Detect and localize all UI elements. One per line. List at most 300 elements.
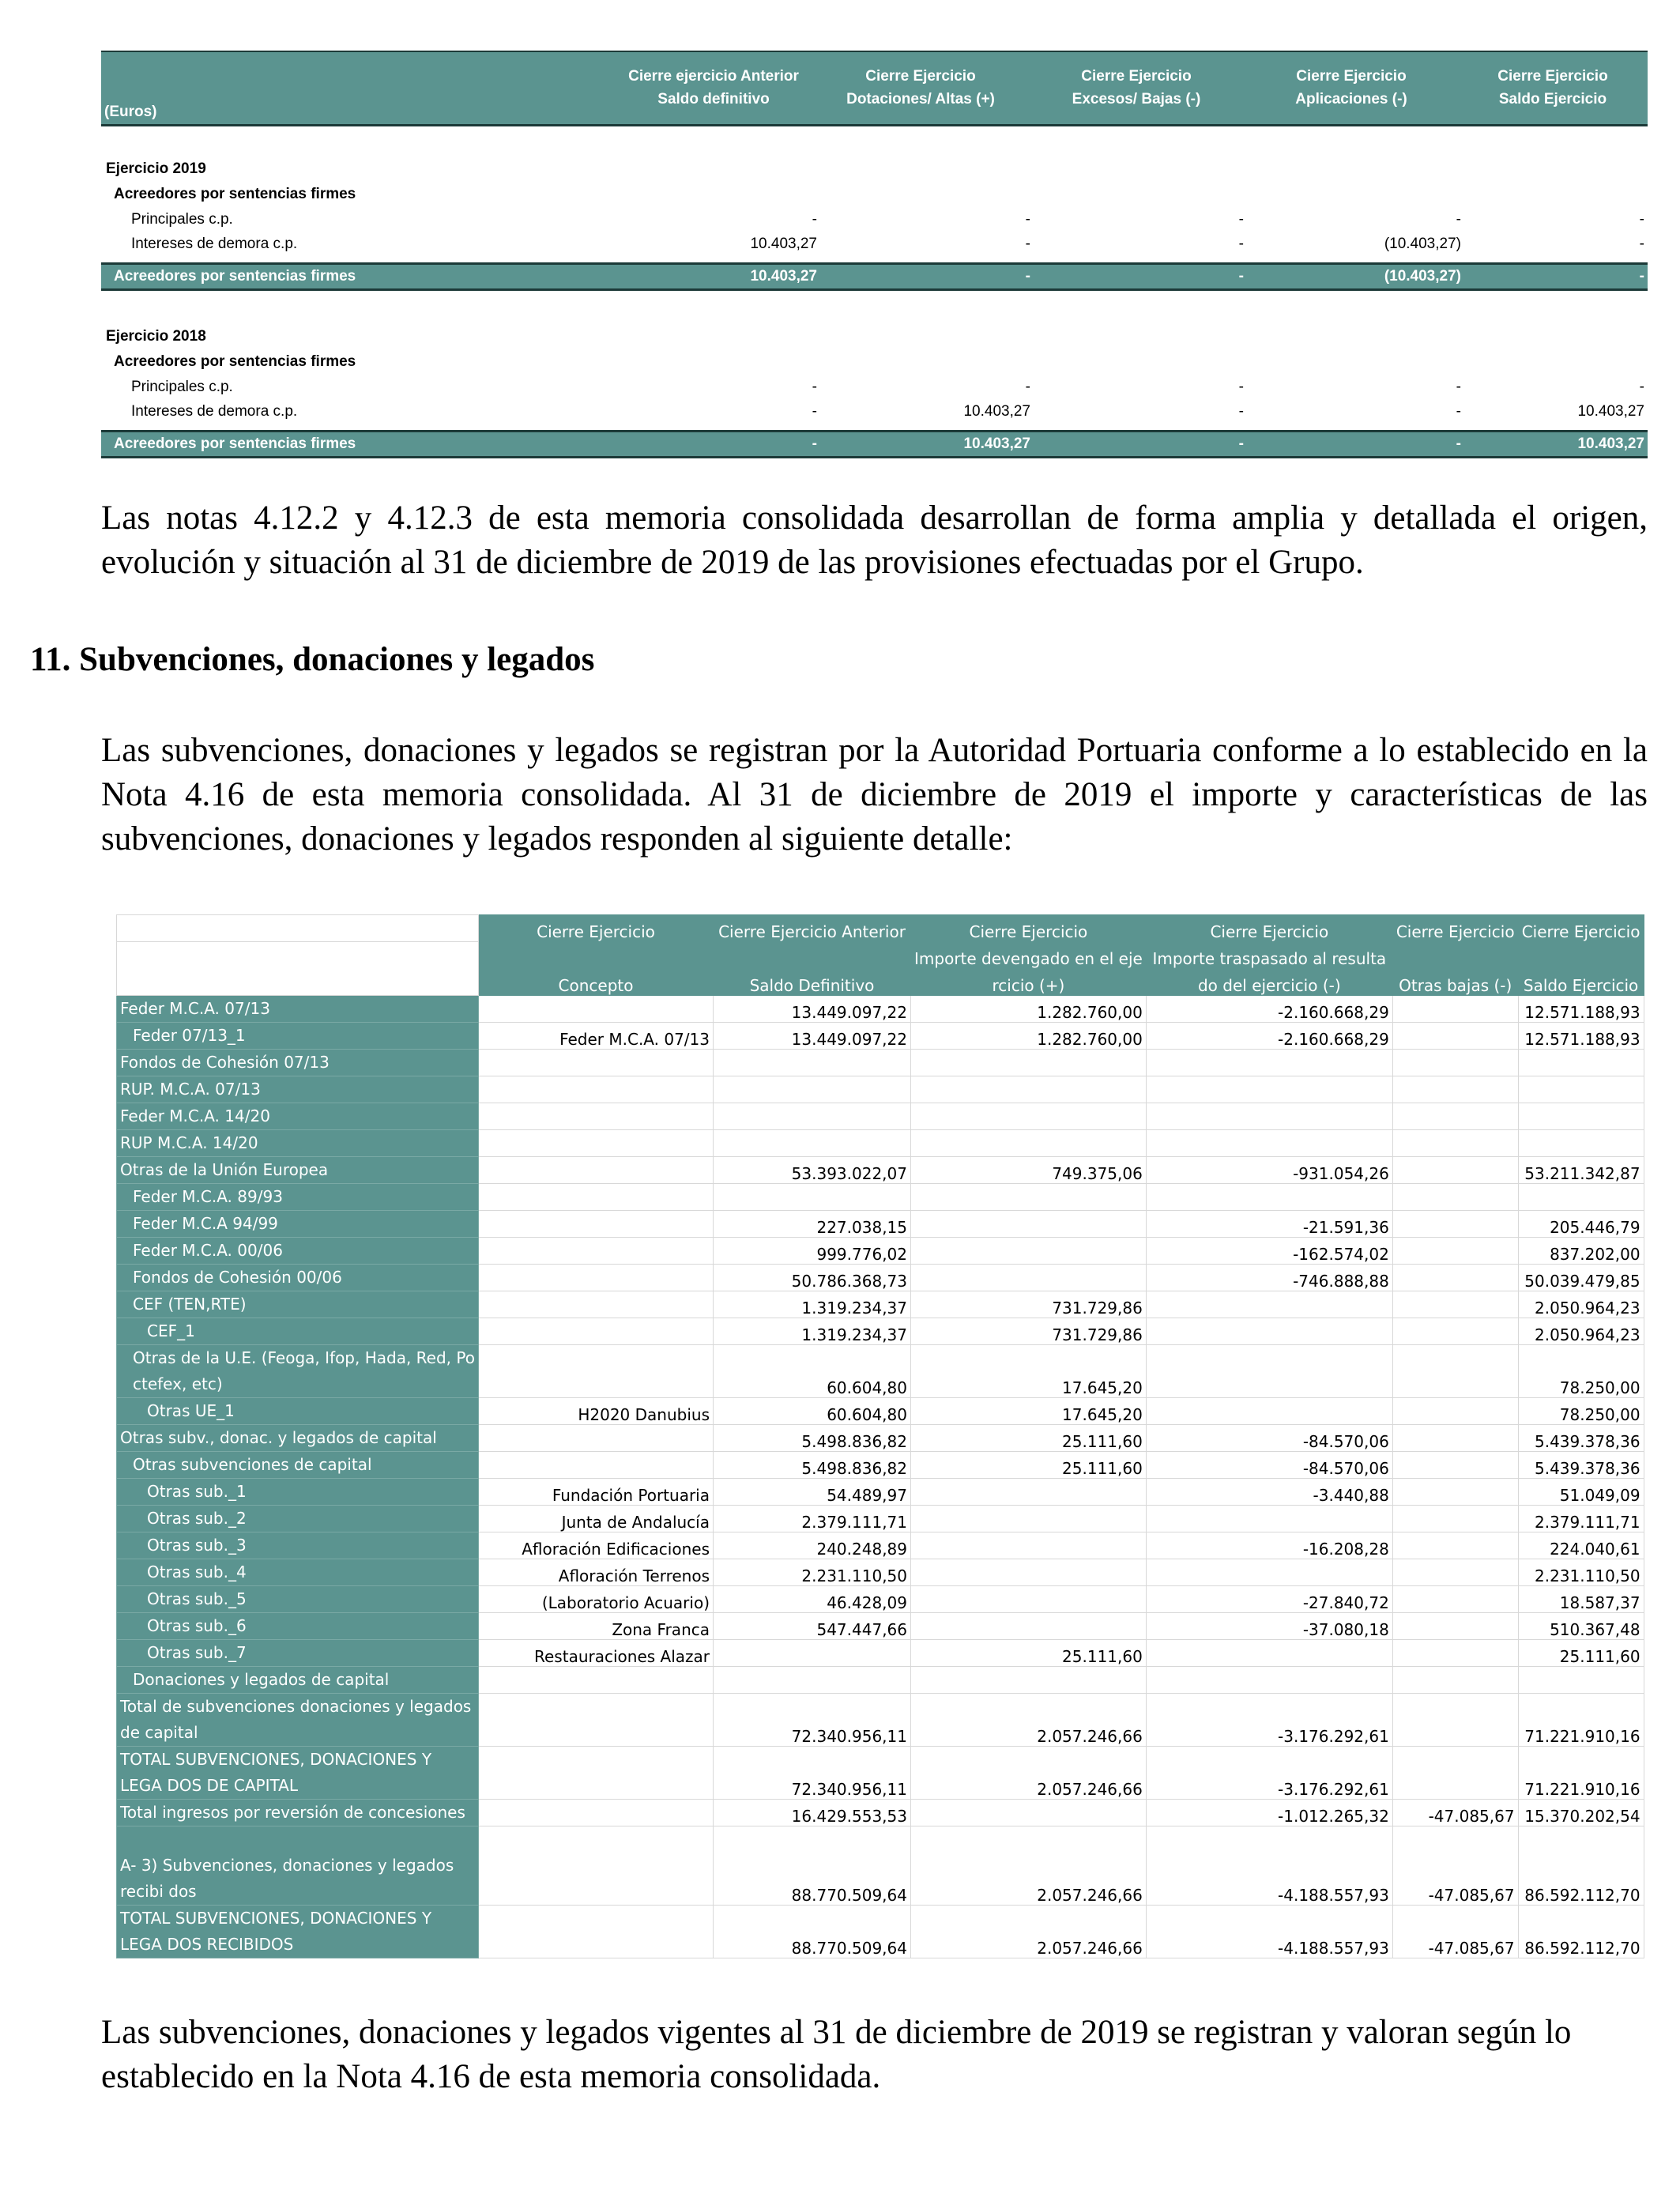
value-cell: -84.570,06 [1146,1452,1392,1479]
table-row [117,1506,1644,1532]
value-cell [714,1184,911,1211]
value-cell [911,1559,1147,1586]
cell-value: - [1238,211,1244,228]
value-cell: 12.571.188,93 [1518,1023,1644,1050]
table-row [101,399,1648,424]
value-cell [1146,1667,1392,1694]
value-cell: 54.489,97 [714,1479,911,1506]
th-concepto-1: Cierre Ejercicio [479,915,714,942]
row-label: Otras sub._7 [117,1640,479,1667]
cell-value: 10.403,27 [750,268,817,285]
concepto-cell [479,1452,714,1479]
row-label: Intereses de demora c.p. [131,403,298,420]
value-cell [1146,1398,1392,1425]
cell-value: 10.403,27 [1577,403,1644,420]
value-cell: -931.054,26 [1146,1157,1392,1184]
value-cell [714,1640,911,1667]
value-cell [1392,1076,1518,1103]
value-cell: -84.570,06 [1146,1425,1392,1452]
cell-value: - [1639,211,1644,228]
table-row [117,1023,1644,1050]
value-cell: 15.370.202,54 [1518,1800,1644,1826]
cell-value: - [1238,268,1244,285]
value-cell: 53.393.022,07 [714,1157,911,1184]
total-row [101,262,1648,291]
th-saldo-ej-1: Cierre Ejercicio [1518,915,1644,942]
value-cell [1518,1184,1644,1211]
value-cell: 1.319.234,37 [714,1291,911,1318]
value-cell: 205.446,79 [1518,1211,1644,1238]
th-otras-bajas: Otras bajas (-) [1392,969,1518,996]
concepto-cell [479,1130,714,1157]
cell-value: - [1456,211,1461,228]
value-cell [1146,1050,1392,1076]
table-row [117,1291,1644,1318]
value-cell: -37.080,18 [1146,1613,1392,1640]
value-cell [1392,1318,1518,1345]
col-header-5: Cierre Ejercicio Saldo Ejercicio [1497,68,1608,107]
section-heading: 11. Subvenciones, donaciones y legados [30,641,595,678]
table-row [117,1694,1644,1747]
th-devengado-1: Cierre Ejercicio [911,915,1147,942]
value-cell [1146,1130,1392,1157]
value-cell: -16.208,28 [1146,1532,1392,1559]
value-cell: 53.211.342,87 [1518,1157,1644,1184]
table-row [117,1238,1644,1265]
cell-value: 10.403,27 [963,403,1030,420]
cell-value: - [812,435,817,452]
th-traspasado-1: Cierre Ejercicio [1146,915,1392,942]
col-header-1: Cierre ejercicio Anterior Saldo definitivo [628,68,799,107]
value-cell [1392,996,1518,1023]
table-row [117,1184,1644,1211]
value-cell: 224.040,61 [1518,1532,1644,1559]
value-cell [1392,1559,1518,1586]
th-traspasado-3: do del ejercicio (-) [1146,969,1392,996]
row-label: Feder 07/13_1 [117,1023,479,1050]
value-cell: 1.282.760,00 [911,996,1147,1023]
value-cell [911,1103,1147,1130]
concepto-cell [479,1076,714,1103]
table-row [117,1130,1644,1157]
th-otras-bajas-1: Cierre Ejercicio [1392,915,1518,942]
value-cell: -47.085,67 [1392,1826,1518,1906]
value-cell: 2.057.246,66 [911,1826,1147,1906]
value-cell [714,1667,911,1694]
value-cell: 78.250,00 [1518,1345,1644,1398]
col-header-4: Cierre Ejercicio Aplicaciones (-) [1295,68,1407,107]
table-row [117,1613,1644,1640]
value-cell [911,1586,1147,1613]
provisions-table [101,51,1648,458]
value-cell: 86.592.112,70 [1518,1906,1644,1958]
table-row [117,1906,1644,1958]
value-cell: -4.188.557,93 [1146,1906,1392,1958]
value-cell [1518,1130,1644,1157]
cell-value: - [812,211,817,228]
cell-value: - [1639,236,1644,252]
subsidies-table [116,914,1644,1958]
row-label: Otras subv., donac. y legados de capital [117,1425,479,1452]
concepto-cell [479,1103,714,1130]
row-label: Otras subvenciones de capital [117,1452,479,1479]
value-cell [714,1103,911,1130]
value-cell [1392,1506,1518,1532]
concepto-cell: Fundación Portuaria [479,1479,714,1506]
cell-value: - [1025,379,1030,395]
concepto-cell [479,1425,714,1452]
cell-value: - [1639,379,1644,395]
value-cell: 88.770.509,64 [714,1906,911,1958]
cell-value: - [1238,403,1244,420]
total-row [101,430,1648,458]
value-cell [911,1800,1147,1826]
concepto-cell [479,1694,714,1747]
value-cell: 749.375,06 [911,1157,1147,1184]
value-cell [1518,1050,1644,1076]
value-cell: 25.111,60 [911,1640,1147,1667]
value-cell [1392,1238,1518,1265]
value-cell [1392,1345,1518,1398]
row-label: Otras de la U.E. (Feoga, Ifop, Hada, Red, Po ctefex, etc) [117,1345,479,1398]
th-concepto: Concepto [479,969,714,996]
concepto-cell: H2020 Danubius [479,1398,714,1425]
row-label: Otras sub._3 [117,1532,479,1559]
row-label: Otras sub._5 [117,1586,479,1613]
concepto-cell [479,1826,714,1906]
table-row [117,1747,1644,1800]
col-header-2: Cierre Ejercicio Dotaciones/ Altas (+) [846,68,995,107]
cell-value: - [1025,236,1030,252]
row-label: Acreedores por sentencias firmes [114,435,356,452]
value-cell [1146,1184,1392,1211]
value-cell [1392,1211,1518,1238]
table-row [117,1398,1644,1425]
row-label: A- 3) Subvenciones, donaciones y legados recibi dos [117,1826,479,1906]
value-cell [1392,1050,1518,1076]
value-cell: -3.176.292,61 [1146,1694,1392,1747]
value-cell: 25.111,60 [911,1425,1147,1452]
cell-value: - [812,403,817,420]
row-label: Fondos de Cohesión 07/13 [117,1050,479,1076]
value-cell: 88.770.509,64 [714,1826,911,1906]
value-cell: 18.587,37 [1518,1586,1644,1613]
value-cell [714,1076,911,1103]
value-cell: 2.057.246,66 [911,1906,1147,1958]
year-label: Ejercicio 2018 [106,328,206,345]
row-label: Principales c.p. [131,379,233,395]
value-cell [1392,1023,1518,1050]
cell-value: - [1238,435,1244,452]
th-saldo-def-1: Cierre Ejercicio Anterior [714,915,911,942]
cell-value: - [1238,379,1244,395]
value-cell: 2.057.246,66 [911,1747,1147,1800]
cell-value: - [812,379,817,395]
table-row [117,1103,1644,1130]
row-label: Total de subvenciones donaciones y legados de capital [117,1694,479,1747]
row-label: Principales c.p. [131,211,233,228]
table-row [117,996,1644,1023]
value-cell: 25.111,60 [1518,1640,1644,1667]
value-cell: 16.429.553,53 [714,1800,911,1826]
section-label: Acreedores por sentencias firmes [114,186,356,202]
value-cell: 2.050.964,23 [1518,1291,1644,1318]
value-cell: 999.776,02 [714,1238,911,1265]
value-cell [1392,1103,1518,1130]
value-cell: 13.449.097,22 [714,1023,911,1050]
cell-value: - [1456,379,1461,395]
concepto-cell [479,1184,714,1211]
unit-label: (Euros) [104,104,157,120]
row-label: CEF_1 [117,1318,479,1345]
value-cell [1392,1452,1518,1479]
value-cell [1146,1076,1392,1103]
value-cell: 86.592.112,70 [1518,1826,1644,1906]
value-cell: 25.111,60 [911,1452,1147,1479]
value-cell: 2.379.111,71 [1518,1506,1644,1532]
value-cell: 510.367,48 [1518,1613,1644,1640]
concepto-cell [479,1265,714,1291]
value-cell: 731.729,86 [911,1318,1147,1345]
value-cell [1146,1345,1392,1398]
cell-value: - [1456,435,1461,452]
value-cell [911,1667,1147,1694]
concepto-cell: Feder M.C.A. 07/13 [479,1023,714,1050]
row-label: Fondos de Cohesión 00/06 [117,1265,479,1291]
table-row [117,1586,1644,1613]
th-traspasado-2: Importe traspasado al resulta [1146,942,1392,969]
cell-value: - [1025,211,1030,228]
row-label: Total ingresos por reversión de concesiones [117,1800,479,1826]
cell-value: - [1238,236,1244,252]
concepto-cell [479,1211,714,1238]
value-cell: 50.786.368,73 [714,1265,911,1291]
paragraph-provisions-note: Las notas 4.12.2 y 4.12.3 de esta memoria consolidada desarrollan de forma amplia y detallada el origen, evolución y situación al 31 de diciembre de 2019 de las provisiones efectuadas por el Grupo. [101,499,1648,581]
value-cell [1392,1130,1518,1157]
value-cell: 46.428,09 [714,1586,911,1613]
row-label: Otras UE_1 [117,1398,479,1425]
value-cell: -746.888,88 [1146,1265,1392,1291]
value-cell: 1.282.760,00 [911,1023,1147,1050]
row-label: Otras sub._2 [117,1506,479,1532]
row-label: CEF (TEN,RTE) [117,1291,479,1318]
table-row [117,1826,1644,1906]
table-row [117,1076,1644,1103]
cell-value: 10.403,27 [750,236,817,252]
row-label: RUP. M.C.A. 07/13 [117,1076,479,1103]
row-label: Donaciones y legados de capital [117,1667,479,1694]
value-cell: 227.038,15 [714,1211,911,1238]
value-cell [1518,1076,1644,1103]
value-cell [1392,1586,1518,1613]
row-label: TOTAL SUBVENCIONES, DONACIONES Y LEGA DOS DE CAPITAL [117,1747,479,1800]
value-cell [911,1050,1147,1076]
table-row [117,1265,1644,1291]
concepto-cell: (Laboratorio Acuario) [479,1586,714,1613]
concepto-cell [479,1345,714,1398]
value-cell: 5.498.836,82 [714,1452,911,1479]
concepto-cell [479,1906,714,1958]
value-cell: 731.729,86 [911,1291,1147,1318]
value-cell: 5.439.378,36 [1518,1425,1644,1452]
concepto-cell [479,1291,714,1318]
concepto-cell [479,1157,714,1184]
value-cell: -2.160.668,29 [1146,996,1392,1023]
value-cell [1146,1559,1392,1586]
th-saldo-definitivo: Saldo Definitivo [714,969,911,996]
value-cell: 13.449.097,22 [714,996,911,1023]
value-cell: -47.085,67 [1392,1800,1518,1826]
th-saldo-ejercicio: Saldo Ejercicio [1518,969,1644,996]
value-cell [911,1238,1147,1265]
value-cell [1392,1640,1518,1667]
value-cell [1392,1694,1518,1747]
row-label: Feder M.C.A. 89/93 [117,1184,479,1211]
table-row [117,1667,1644,1694]
value-cell [1392,1613,1518,1640]
table-row [117,1640,1644,1667]
concepto-cell: Junta de Andalucía [479,1506,714,1532]
row-label: Acreedores por sentencias firmes [114,268,356,285]
value-cell: 5.439.378,36 [1518,1452,1644,1479]
concepto-cell [479,1238,714,1265]
value-cell: -4.188.557,93 [1146,1826,1392,1906]
concepto-cell: Zona Franca [479,1613,714,1640]
table-row [101,375,1648,399]
value-cell [1392,1291,1518,1318]
value-cell: 5.498.836,82 [714,1425,911,1452]
provisions-table-header [101,51,1648,126]
value-cell: -2.160.668,29 [1146,1023,1392,1050]
value-cell [911,1076,1147,1103]
row-label: Feder M.C.A. 00/06 [117,1238,479,1265]
row-label: Feder M.C.A 94/99 [117,1211,479,1238]
value-cell: 547.447,66 [714,1613,911,1640]
value-cell: 60.604,80 [714,1345,911,1398]
row-label: Otras sub._1 [117,1479,479,1506]
value-cell: 17.645,20 [911,1398,1147,1425]
value-cell: 2.379.111,71 [714,1506,911,1532]
concepto-cell [479,1318,714,1345]
cell-value: (10.403,27) [1384,268,1461,285]
concepto-cell [479,1747,714,1800]
row-label: Intereses de demora c.p. [131,236,298,252]
col-header-3: Cierre Ejercicio Excesos/ Bajas (-) [1072,68,1201,107]
value-cell: 50.039.479,85 [1518,1265,1644,1291]
table-row [101,232,1648,256]
table-row [117,1479,1644,1506]
concepto-cell: Restauraciones Alazar [479,1640,714,1667]
value-cell [1392,1184,1518,1211]
cell-value: - [1639,268,1644,285]
value-cell [911,1479,1147,1506]
value-cell: 71.221.910,16 [1518,1694,1644,1747]
value-cell: -21.591,36 [1146,1211,1392,1238]
table-row [117,1345,1644,1398]
table-row [101,207,1648,232]
cell-value: 10.403,27 [1577,435,1644,452]
th-devengado-2: Importe devengado en el eje [911,942,1147,969]
value-cell [1392,1747,1518,1800]
value-cell: 1.319.234,37 [714,1318,911,1345]
value-cell [714,1130,911,1157]
value-cell [1146,1640,1392,1667]
value-cell [1392,1532,1518,1559]
year-label: Ejercicio 2019 [106,160,206,177]
table-row [117,1559,1644,1586]
concepto-cell [479,1667,714,1694]
value-cell: -3.440,88 [1146,1479,1392,1506]
concepto-cell [479,996,714,1023]
value-cell [1392,1667,1518,1694]
concepto-cell: Afloración Terrenos [479,1559,714,1586]
value-cell [1518,1103,1644,1130]
value-cell [911,1532,1147,1559]
row-label: TOTAL SUBVENCIONES, DONACIONES Y LEGA DOS RECIBIDOS [117,1906,479,1958]
value-cell [1146,1506,1392,1532]
value-cell: -3.176.292,61 [1146,1747,1392,1800]
value-cell: 240.248,89 [714,1532,911,1559]
table-row [117,1318,1644,1345]
cell-value: - [1025,268,1030,285]
value-cell: 12.571.188,93 [1518,996,1644,1023]
value-cell: -27.840,72 [1146,1586,1392,1613]
value-cell [1392,1265,1518,1291]
value-cell: -47.085,67 [1392,1906,1518,1958]
value-cell: 2.231.110,50 [1518,1559,1644,1586]
row-label: Otras de la Unión Europea [117,1157,479,1184]
value-cell: 837.202,00 [1518,1238,1644,1265]
concepto-cell: Afloración Edificaciones [479,1532,714,1559]
table-row [117,1425,1644,1452]
value-cell [911,1506,1147,1532]
value-cell [714,1050,911,1076]
value-cell [1146,1291,1392,1318]
th-devengado-3: rcicio (+) [911,969,1147,996]
value-cell: 2.057.246,66 [911,1694,1147,1747]
paragraph-closing: Las subvenciones, donaciones y legados vigentes al 31 de diciembre de 2019 se registran y valoran según lo establecido en la Nota 4.16 de esta memoria consolidada. [101,2014,1572,2095]
paragraph-subsidies-intro: Las subvenciones, donaciones y legados se registran por la Autoridad Portuaria conforme a lo establecido en la Nota 4.16 de esta memoria consolidada. Al 31 de diciembre de 2019 el importe y características de las subvenciones, donaciones y legados responden al siguiente detalle: [101,732,1648,858]
value-cell: 2.050.964,23 [1518,1318,1644,1345]
value-cell [911,1130,1147,1157]
value-cell: 51.049,09 [1518,1479,1644,1506]
value-cell: 72.340.956,11 [714,1694,911,1747]
value-cell: 71.221.910,16 [1518,1747,1644,1800]
cell-value: - [1456,403,1461,420]
row-label: RUP M.C.A. 14/20 [117,1130,479,1157]
concepto-cell [479,1050,714,1076]
value-cell [1392,1157,1518,1184]
value-cell [1518,1667,1644,1694]
value-cell [911,1613,1147,1640]
table-row [117,1211,1644,1238]
value-cell: 72.340.956,11 [714,1747,911,1800]
table-row [117,1452,1644,1479]
value-cell: -162.574,02 [1146,1238,1392,1265]
value-cell [911,1211,1147,1238]
value-cell [1392,1479,1518,1506]
value-cell [1146,1103,1392,1130]
table-row [117,1050,1644,1076]
cell-value: 10.403,27 [963,435,1030,452]
row-label: Feder M.C.A. 14/20 [117,1103,479,1130]
value-cell: 60.604,80 [714,1398,911,1425]
value-cell: 17.645,20 [911,1345,1147,1398]
table-row [117,1157,1644,1184]
value-cell [911,1265,1147,1291]
value-cell: 78.250,00 [1518,1398,1644,1425]
table-row [117,1532,1644,1559]
